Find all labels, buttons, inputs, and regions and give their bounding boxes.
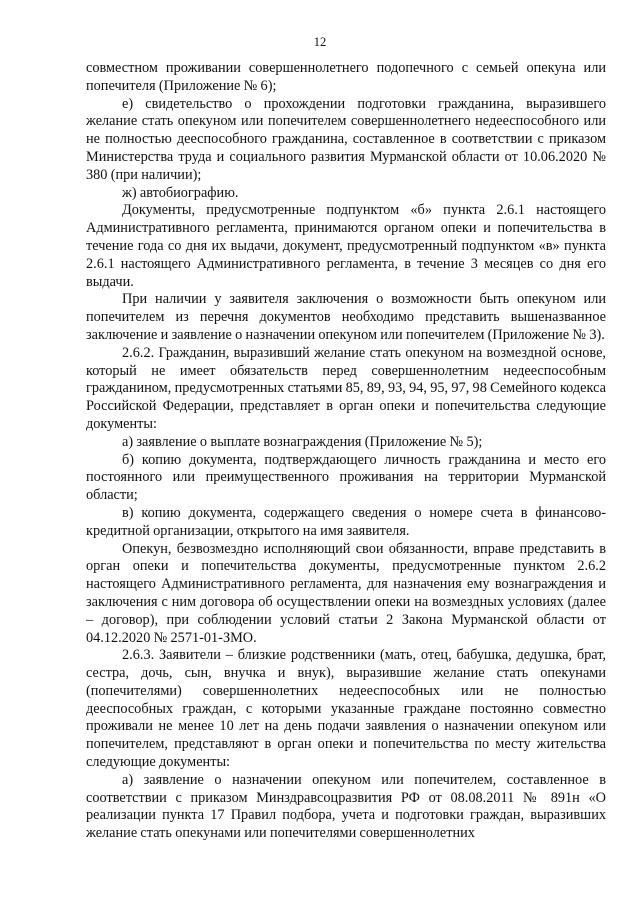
- paragraph: в) копию документа, содержащего сведения о номере счета в финансово-кредитной организации, открытого на имя заявителя.: [86, 504, 606, 539]
- paragraph: совместном проживании совершеннолетнего подопечного с семьей опекуна или попечителя (Приложение № 6);: [86, 60, 606, 94]
- paragraph: Документы, предусмотренные подпунктом «б» пункта 2.6.1 настоящего Административного регламента, принимаются органом опеки и попечительства в течение года со дня их выдачи, документ, предусмотренный подпунктом «в» пункта 2.6.1 настоящего Административного регламента, в течение 3 месяцев со дня его выдачи.: [86, 202, 606, 290]
- paragraph: б) копию документа, подтверждающего личность гражданина и место его постоянного или преимущественного проживания на территории Мурманской области;: [86, 451, 606, 504]
- paragraph: а) заявление о выплате вознаграждения (Приложение № 5);: [122, 433, 483, 450]
- document-body: [86, 60, 606, 843]
- paragraph: а) заявление о назначении опекуном или попечителем, составленное в соответствии с приказом Минздравсоцразвития РФ от 08.08.2011 № 891н «О реализации пункта 17 Правил подбора, учета и подготовки граждан, выразивших желание стать опекунами или попечителями совершеннолетних: [86, 771, 606, 842]
- paragraph: 2.6.2. Гражданин, выразивший желание стать опекуном на возмездной основе, который не имеет обязательств перед совершеннолетним недееспособным гражданином, предусмотренных статьями 85, 89, 93, 94, 95, 97, 98 Семейного кодекса Российской Федерации, представляет в орган опеки и попечительства следующие документы:: [86, 344, 606, 432]
- paragraph: Опекун, безвозмездно исполняющий свои обязанности, вправе представить в орган опеки и попечительства документы, предусмотренные пунктом 2.6.2 настоящего Административного регламента, для назначения ему вознаграждения и заключения с ним договора об осуществлении опеки на возмездных условиях (далее – договор), при соблюдении условий статьи 2 Закона Мурманской области от 04.12.2020 № 2571-01-ЗМО.: [86, 540, 606, 646]
- paragraph: е) свидетельство о прохождении подготовки гражданина, выразившего желание стать опекуном или попечителем совершеннолетнего недееспособного или не полностью дееспособного гражданина, составленное в соответствии с приказом Министерства труда и социального развития Мурманской области от 10.06.2020 № 380 (при наличии);: [86, 95, 606, 183]
- paragraph: 2.6.3. Заявители – близкие родственники (мать, отец, бабушка, дедушка, брат, сестра, дочь, сын, внучка и внук), выразившие желание стать опекунами (попечителями) совершеннолетних недееспособных или не полностью дееспособных граждан, с которыми указанные граждане постоянно совместно проживали не менее 10 лет на день подачи заявления о назначении опекуном или попечителем, представляют в орган опеки и попечительства по месту жительства следующие документы:: [86, 647, 606, 771]
- paragraph: При наличии у заявителя заключения о возможности быть опекуном или попечителем из перечня документов необходимо представить вышеназванное заключение и заявление о назначении опекуном или попечителем (Приложение № 3).: [86, 291, 606, 343]
- page-number: 12: [313, 35, 327, 49]
- paragraph: ж) автобиографию.: [122, 184, 239, 201]
